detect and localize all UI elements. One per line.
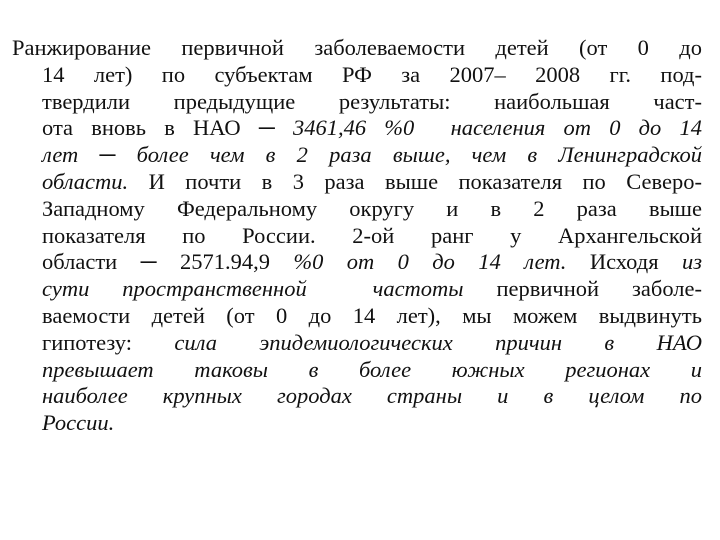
text-line (42, 196, 702, 223)
italic-text-segment: России. (42, 410, 115, 436)
italic-text-segment: из (681, 249, 702, 275)
italic-text-segment: области. (42, 168, 129, 194)
text-line (42, 410, 702, 437)
text-segment: ота вновь в НАО ─ (42, 115, 293, 141)
body-text (12, 35, 702, 437)
italic-text-segment: наиболее крупных городах страны и в целом по (42, 383, 702, 409)
italic-text-segment: %0 от 0 до 14 лет. (293, 249, 567, 275)
text-line (42, 62, 702, 89)
text-line (42, 142, 702, 169)
italic-text-segment: сути пространственной частоты (42, 276, 464, 302)
text-segment: Западному Федеральному округу и в 2 раза выше (42, 195, 702, 221)
text-segment: гипотезу: (42, 329, 175, 355)
text-line (42, 330, 702, 357)
text-segment: первичной заболе- (463, 276, 702, 302)
text-segment: Исходя (566, 249, 682, 275)
italic-text-segment: 3461,46 %0 населения от 0 до 14 (292, 115, 702, 141)
text-segment: ваемости детей (от 0 до 14 лет), мы можем выдвинуть (42, 302, 702, 328)
text-line (42, 89, 702, 116)
text-line (42, 223, 702, 250)
text-line (42, 115, 702, 142)
text-line (42, 383, 702, 410)
italic-text-segment: сила эпидемиологических причин в НАО (174, 329, 702, 355)
text-segment: Ранжирование первичной заболеваемости детей (от 0 до (12, 35, 702, 60)
text-line (42, 357, 702, 384)
text-line (42, 169, 702, 196)
text-line (42, 303, 702, 330)
text-segment: 14 лет) по субъектам РФ за 2007– 2008 гг. под- (42, 61, 702, 87)
text-segment: области ─ 2571.94,9 (42, 249, 294, 275)
italic-text-segment: превышает таковы в более южных регионах и (42, 356, 702, 382)
text-segment: показателя по России. 2-ой ранг у Архангельской (42, 222, 702, 248)
text-segment: И почти в 3 раза выше показателя по Северо- (128, 168, 702, 194)
italic-text-segment: лет ─ более чем в 2 раза выше, чем в Ленинградской (42, 142, 702, 168)
text-segment: твердили предыдущие результаты: наибольшая част- (42, 88, 702, 114)
text-line (42, 276, 702, 303)
text-line (42, 249, 702, 276)
text-line (12, 35, 702, 62)
